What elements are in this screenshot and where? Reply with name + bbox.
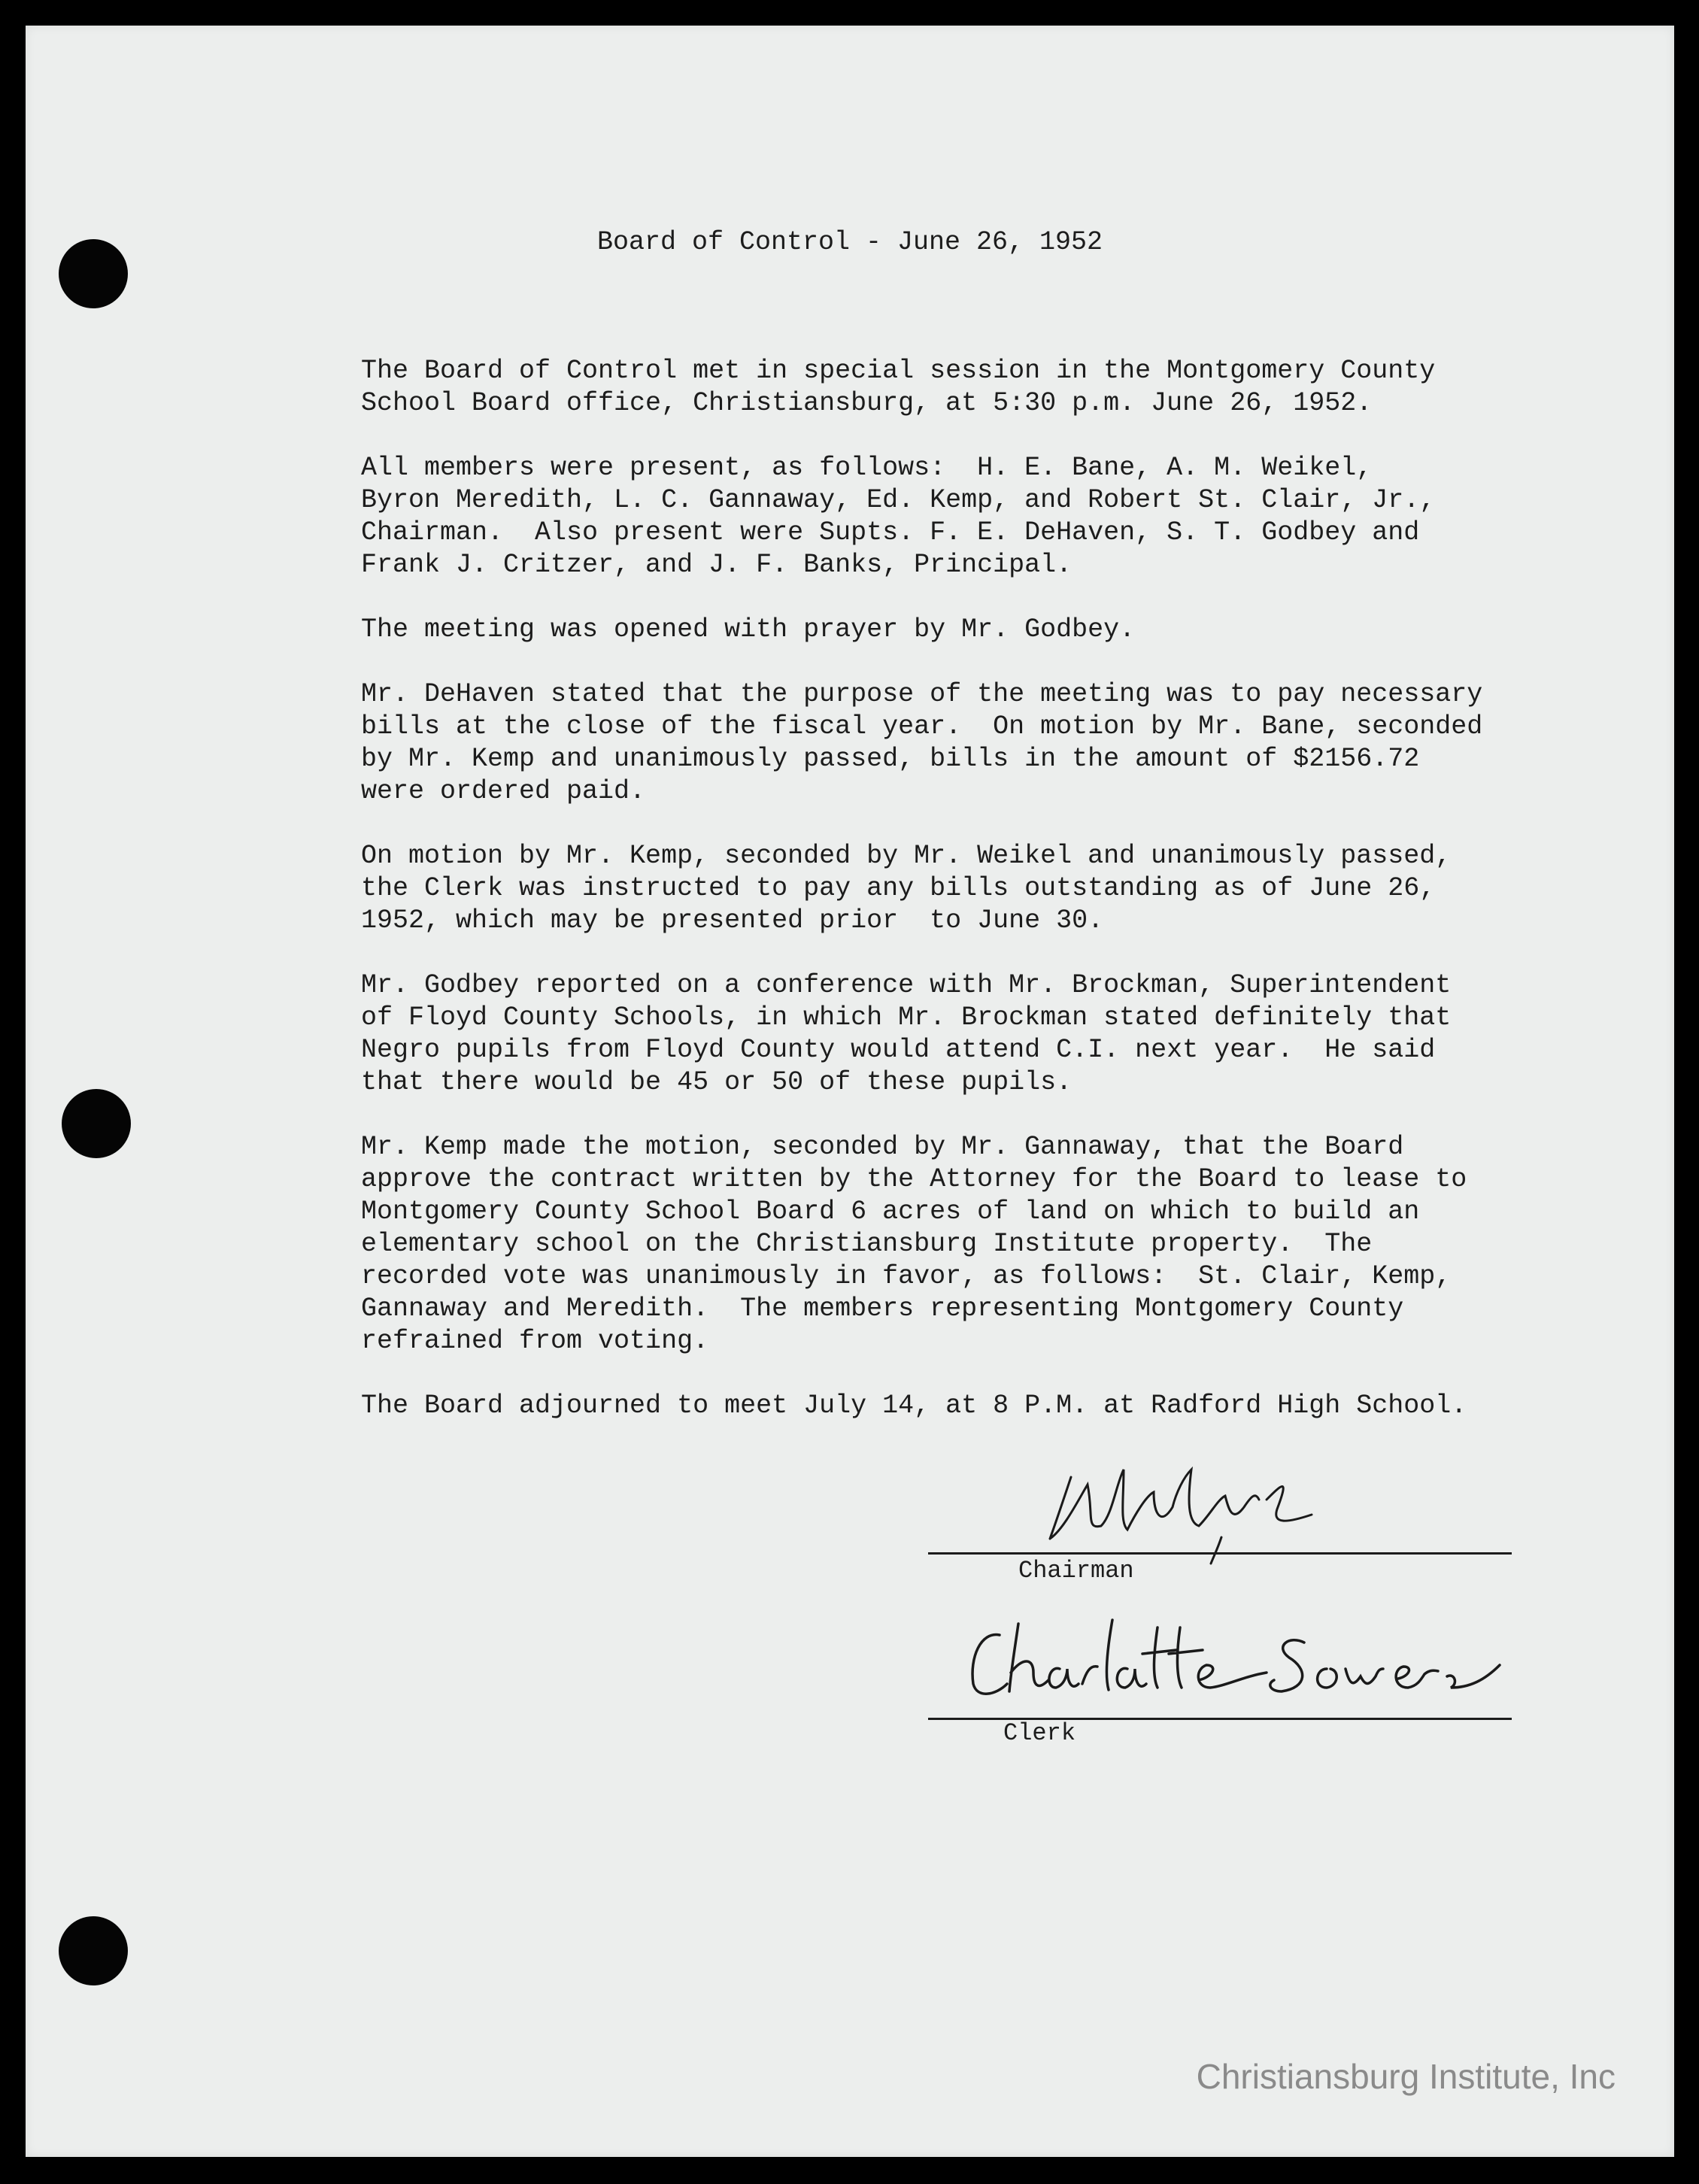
clerk-label: Clerk [1003, 1719, 1076, 1747]
clerk-signature [928, 1612, 1545, 1718]
chairman-signature [1041, 1454, 1357, 1567]
minutes-body [361, 355, 1594, 1454]
paragraph-adjournment: The Board adjourned to meet July 14, at 8 P.M. at Radford High School. [361, 1391, 1467, 1421]
document-title: Board of Control - June 26, 1952 [596, 227, 1103, 257]
paragraph-attendance: All members were present, as follows: H. E. Bane, A. M. Weikel, Byron Meredith, L. C. Gannaway, Ed. Kemp, and Robert St. Clair, Jr., Chairman. Also present were Supts. F. E. DeHaven, S. T. Godbey and Frank J. Critzer, and J. F. Banks, Principal. [361, 453, 1436, 580]
paragraph-clerk-instruction: On motion by Mr. Kemp, seconded by Mr. Weikel and unanimously passed, the Clerk was instructed to pay any bills outstanding as of June 26, 1952, which may be presented prior to June 30. [361, 841, 1452, 936]
chairman-label: Chairman [1018, 1557, 1134, 1585]
punch-hole-bottom [59, 1916, 128, 1985]
chairman-signature-block [928, 1454, 1512, 1585]
document-page [26, 26, 1674, 2157]
paragraph-session: The Board of Control met in special session in the Montgomery County School Board office, Christiansburg, at 5:30 p.m. June 26, 1952. [361, 356, 1436, 418]
paragraph-bills: Mr. DeHaven stated that the purpose of the meeting was to pay necessary bills at the close of the fiscal year. On motion by Mr. Bane, seconded by Mr. Kemp and unanimously passed, bills in the amount of $2156.72 were ordered paid. [361, 679, 1483, 806]
punch-hole-middle [62, 1089, 131, 1158]
paragraph-floyd-county: Mr. Godbey reported on a conference with Mr. Brockman, Superintendent of Floyd County Schools, in which Mr. Brockman stated definitely that Negro pupils from Floyd County would attend C.I. next year. He said that there would be 45 or 50 of these pupils. [361, 970, 1452, 1097]
watermark: Christiansburg Institute, Inc [1196, 2057, 1616, 2096]
clerk-signature-block [928, 1612, 1512, 1747]
paragraph-land-lease: Mr. Kemp made the motion, seconded by Mr. Gannaway, that the Board approve the contract written by the Attorney for the Board to lease to Montgomery County School Board 6 acres of land on which to build an elementary school on the Christiansburg Institute property. The recorded vote was unanimously in favor, as follows: St. Clair, Kemp, Gannaway and Meredith. The members representing Montgomery County refrained from voting. [361, 1132, 1467, 1356]
paragraph-prayer: The meeting was opened with prayer by Mr. Godbey. [361, 614, 1136, 645]
